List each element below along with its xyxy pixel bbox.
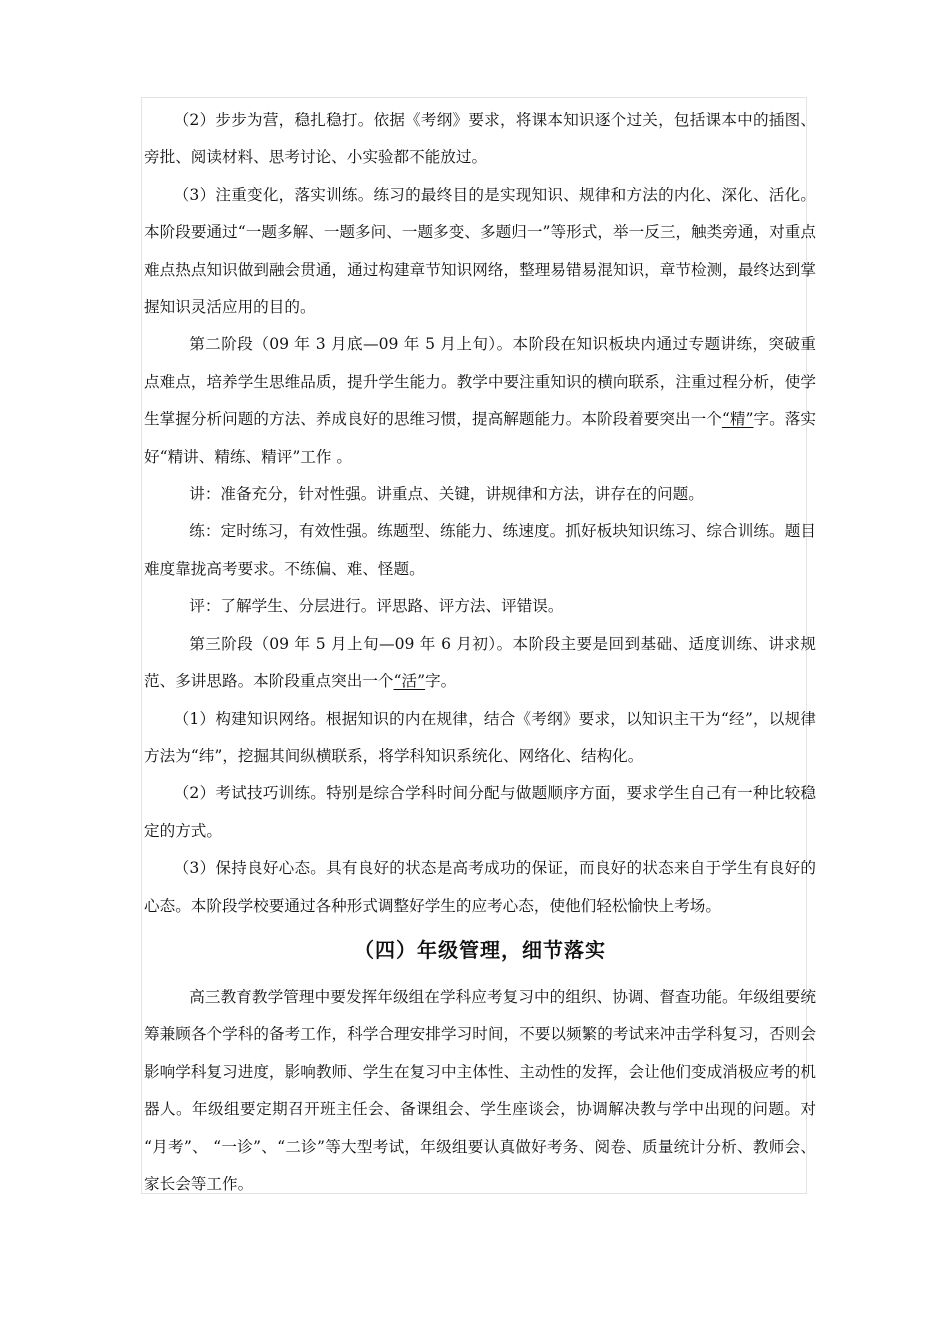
stage-two-text: 第二阶段（09 年 3 月底—09 年 5 月上旬）。本阶段在知识板块内通过专题讲练，突破重点难点，培养学生思维品质，提升学生能力。教学中要注重知识的横向联系，注重过程分析，使学生掌握分析问题的方法、养成良好的思维习惯，提高解题能力。本阶段着要突出一个 [144,335,816,429]
paragraph-stage-two [144,326,816,476]
paragraph-focus-on-change: （3）注重变化，落实训练。练习的最终目的是实现知识、规律和方法的内化、深化、活化。本阶段要通过“一题多解、一题多问、一题多变、多题归一”等形式，举一反三，触类旁通，对重点难点热点知识做到融会贯通，通过构建章节知识网络，整理易错易混知识，章节检测，最终达到掌握知识灵活应用的目的。 [144,185,816,317]
paragraph-step-by-step: （2）步步为营，稳扎稳打。依据《考纲》要求，将课本知识逐个过关，包括课本中的插图、旁批、阅读材料、思考讨论、小实验都不能放过。 [144,111,816,167]
section-heading: （四）年级管理，细节落实 [354,937,606,962]
stage-two-tail: 字。落实好“精讲、精练、精评”工作 。 [144,410,816,466]
stage-three-text: 第三阶段（09 年 5 月上旬—09 年 6 月初）。本阶段主要是回到基础、适度训练、讲求规范、多讲思路。本阶段重点突出一个 [144,634,816,691]
paragraph-stage-three [144,626,816,701]
underlined-huo: “活” [393,672,426,691]
paragraph-grade-management: 高三教育教学管理中要发挥年级组在学科应考复习中的组织、协调、督查功能。年级组要统筹兼顾各个学科的备考工作，科学合理安排学习时间，不要以频繁的考试来冲击学科复习，否则会影响学科复习进度，影响教师、学生在复习中主体性、主动性的发挥，会让他们变成消极应考的机器人。年级组要定期召开班主任会、备课组会、学生座谈会，协调解决教与学中出现的问题。对 “月考”、 “一诊”、“二诊”等大型考试，年级组要认真做好考务、阅卷、质量统计分析、教师会、家长会等工作。 [144,987,816,1193]
paragraph-practice: 练：定时练习，有效性强。练题型、练能力、练速度。抓好板块知识练习、综合训练。题目难度靠拢高考要求。不练偏、难、怪题。 [144,522,816,578]
underlined-jing: “精” [721,410,754,429]
paragraph-review: 评：了解学生、分层进行。评思路、评方法、评错误。 [189,597,564,616]
paragraph-mindset: （3）保持良好心态。具有良好的状态是高考成功的保证，而良好的状态来自于学生有良好的心态。本阶段学校要通过各种形式调整好学生的应考心态，使他们轻松愉快上考场。 [144,859,816,915]
paragraph-exam-skills: （2）考试技巧训练。特别是综合学科时间分配与做题顺序方面，要求学生自己有一种比较稳定的方式。 [144,784,816,840]
document-body [144,102,816,1203]
stage-three-tail: 字。 [425,672,457,691]
paragraph-lecture: 讲：准备充分，针对性强。讲重点、关键，讲规律和方法，讲存在的问题。 [189,485,704,504]
paragraph-knowledge-network: （1）构建知识网络。根据知识的内在规律，结合《考纲》要求，以知识主干为“经”，以规律方法为“纬”，挖掘其间纵横联系，将学科知识系统化、网络化、结构化。 [144,709,816,765]
